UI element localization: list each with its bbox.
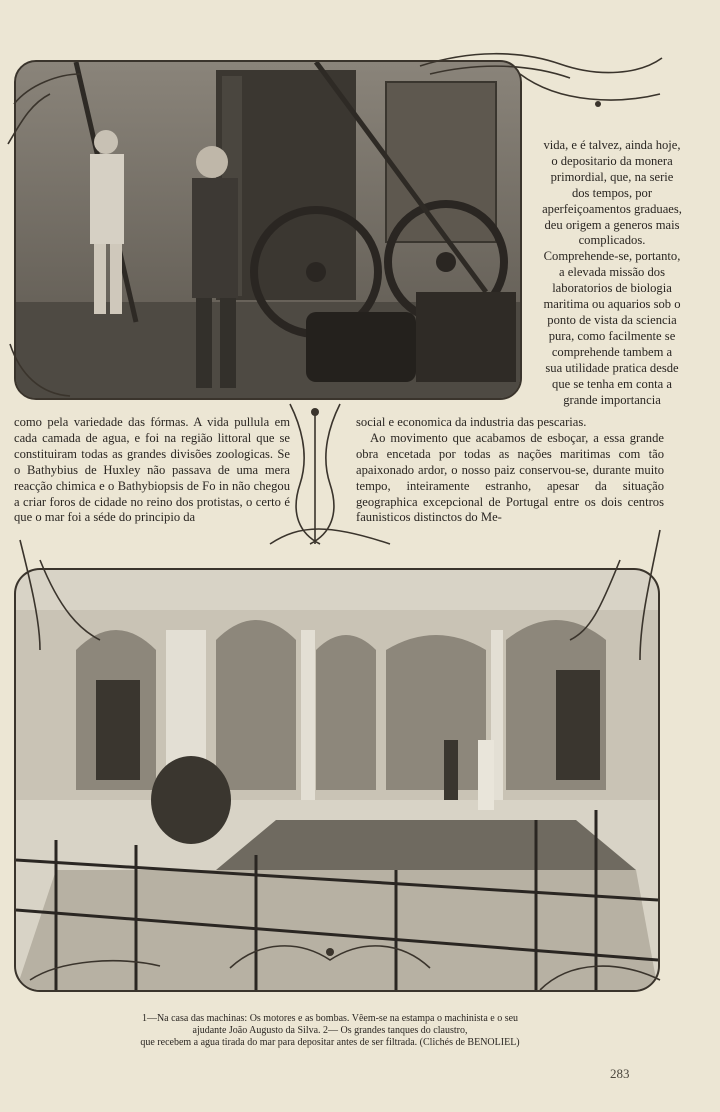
photo-caption	[60, 1013, 600, 1049]
left-text-block	[14, 415, 290, 526]
caption-line-3: que recebem a agua tirada do mar para depositar antes de ser filtrada. (Clichés de BENOLIEL)	[140, 1037, 520, 1048]
art-nouveau-frame-bottom	[0, 520, 720, 1050]
caption-line-2: ajudante João Augusto da Silva. 2— Os grandes tanques do claustro,	[192, 1025, 468, 1036]
page-number: 283	[610, 1066, 630, 1081]
right-paragraph-1: social e economica da industria das pescarias.	[356, 415, 587, 429]
right-paragraph-2: Ao movimento que acabamos de esboçar, a essa grande obra encetada por todas as nações maritimas com tão apaixonado ardor, o nosso paiz conservou-se, durante muito tempo, inteiramente estranho, apesar da situação geographica excepcional de Portugal entre os dois centros faunisticos distinctos do Me-	[356, 430, 664, 525]
right-text-block	[356, 415, 664, 526]
right-column-text: vida, e é talvez, ainda hoje, o depositario da monera primordial, que, na serie dos tempos, por aperfeiçoamentos graduaes, deu origem a generos mais complicados. Comprehende-se, portanto, a elevada missão dos laboratorios de biologia maritima ou aquarios sob o ponto de vista da sciencia pura, como facilmente se comprehende tambem a sua utilidade pratica desde que se tenha em conta a grande importancia	[542, 138, 682, 407]
left-paragraph: como pela variedade das fórmas. A vida pullula em cada camada de agua, e foi na região littoral que se constituiram todas as grandes divisões zoologicas. Se o Bathybius de Huxley não passava de uma mera reacção chimica e o Bathybiopsis de Fo in não chegou a criar foros de cidade no reino dos protistas, o certo é que o mar foi a séde do principio da	[14, 415, 290, 525]
caption-line-1: 1—Na casa das machinas: Os motores e as bombas. Vêem-se na estampa o machinista e o seu	[141, 1013, 519, 1024]
